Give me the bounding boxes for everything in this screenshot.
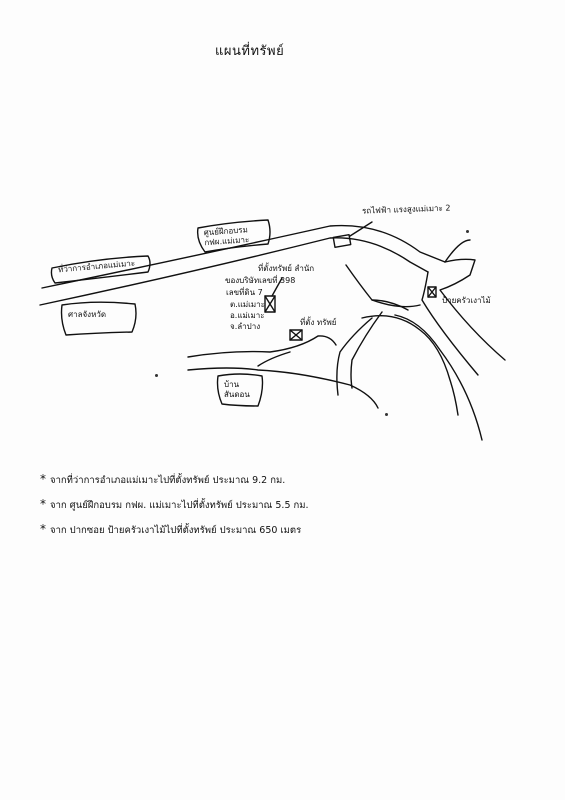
training-center-label: ศูนย์ฝึกอบรม กฟผ.แม่เมาะ [203, 225, 250, 248]
note-bullet: * [40, 472, 46, 486]
ink-dot [466, 230, 469, 233]
district-office-label: ที่ว่าการอำเภอแม่เมาะ [57, 258, 136, 275]
page-title: แผนที่ทรัพย์ [215, 44, 285, 59]
signpost-label: ป้ายครัวเงาไม้ [442, 296, 491, 305]
power-plant-marker [333, 235, 350, 248]
property-line2: เลขที่ดิน 7 [226, 288, 263, 297]
village-label: บ้าน สันดอน [224, 380, 250, 399]
property-line4: อ.แม่เมาะ [230, 311, 265, 320]
side-road-3 [362, 316, 458, 415]
right-road-east-edge [440, 259, 505, 360]
note-bullet: * [40, 522, 46, 536]
note-bullet: * [40, 497, 46, 511]
property-line5: จ.ลำปาง [230, 322, 261, 331]
distance-note: * จาก ปากซอย ป้ายครัวเงาไม้ไปที่ตั้งทรัพย์ ประมาณ 650 เมตร [40, 522, 302, 536]
court-label: ศาลจังหวัด [68, 310, 107, 319]
property-line1: ของบริษัทเลขที่ 398 [225, 276, 296, 285]
lower-road-top-edge [188, 336, 336, 357]
ink-dot [385, 413, 388, 416]
property-title-label: ที่ตั้งทรัพย์ สำนัก [258, 264, 315, 273]
lower-road-bottom-edge [188, 368, 378, 408]
property-line3: ต.แม่เมาะ [230, 300, 265, 309]
side-road-4 [395, 315, 482, 440]
distance-note: * จาก ศูนย์ฝึกอบรม กฟผ. แม่เมาะไปที่ตั้งทรัพย์ ประมาณ 5.5 กม. [40, 497, 309, 511]
power-plant-label: รถไฟฟ้า แรงสูงแม่เมาะ 2 [361, 203, 451, 216]
distance-note: * จากที่ว่าการอำเภอแม่เมาะไปที่ตั้งทรัพย์ ประมาณ 9.2 กม. [40, 472, 286, 486]
property-marker-label: ที่ตั้ง ทรัพย์ [300, 318, 337, 327]
ink-dot [155, 374, 158, 377]
